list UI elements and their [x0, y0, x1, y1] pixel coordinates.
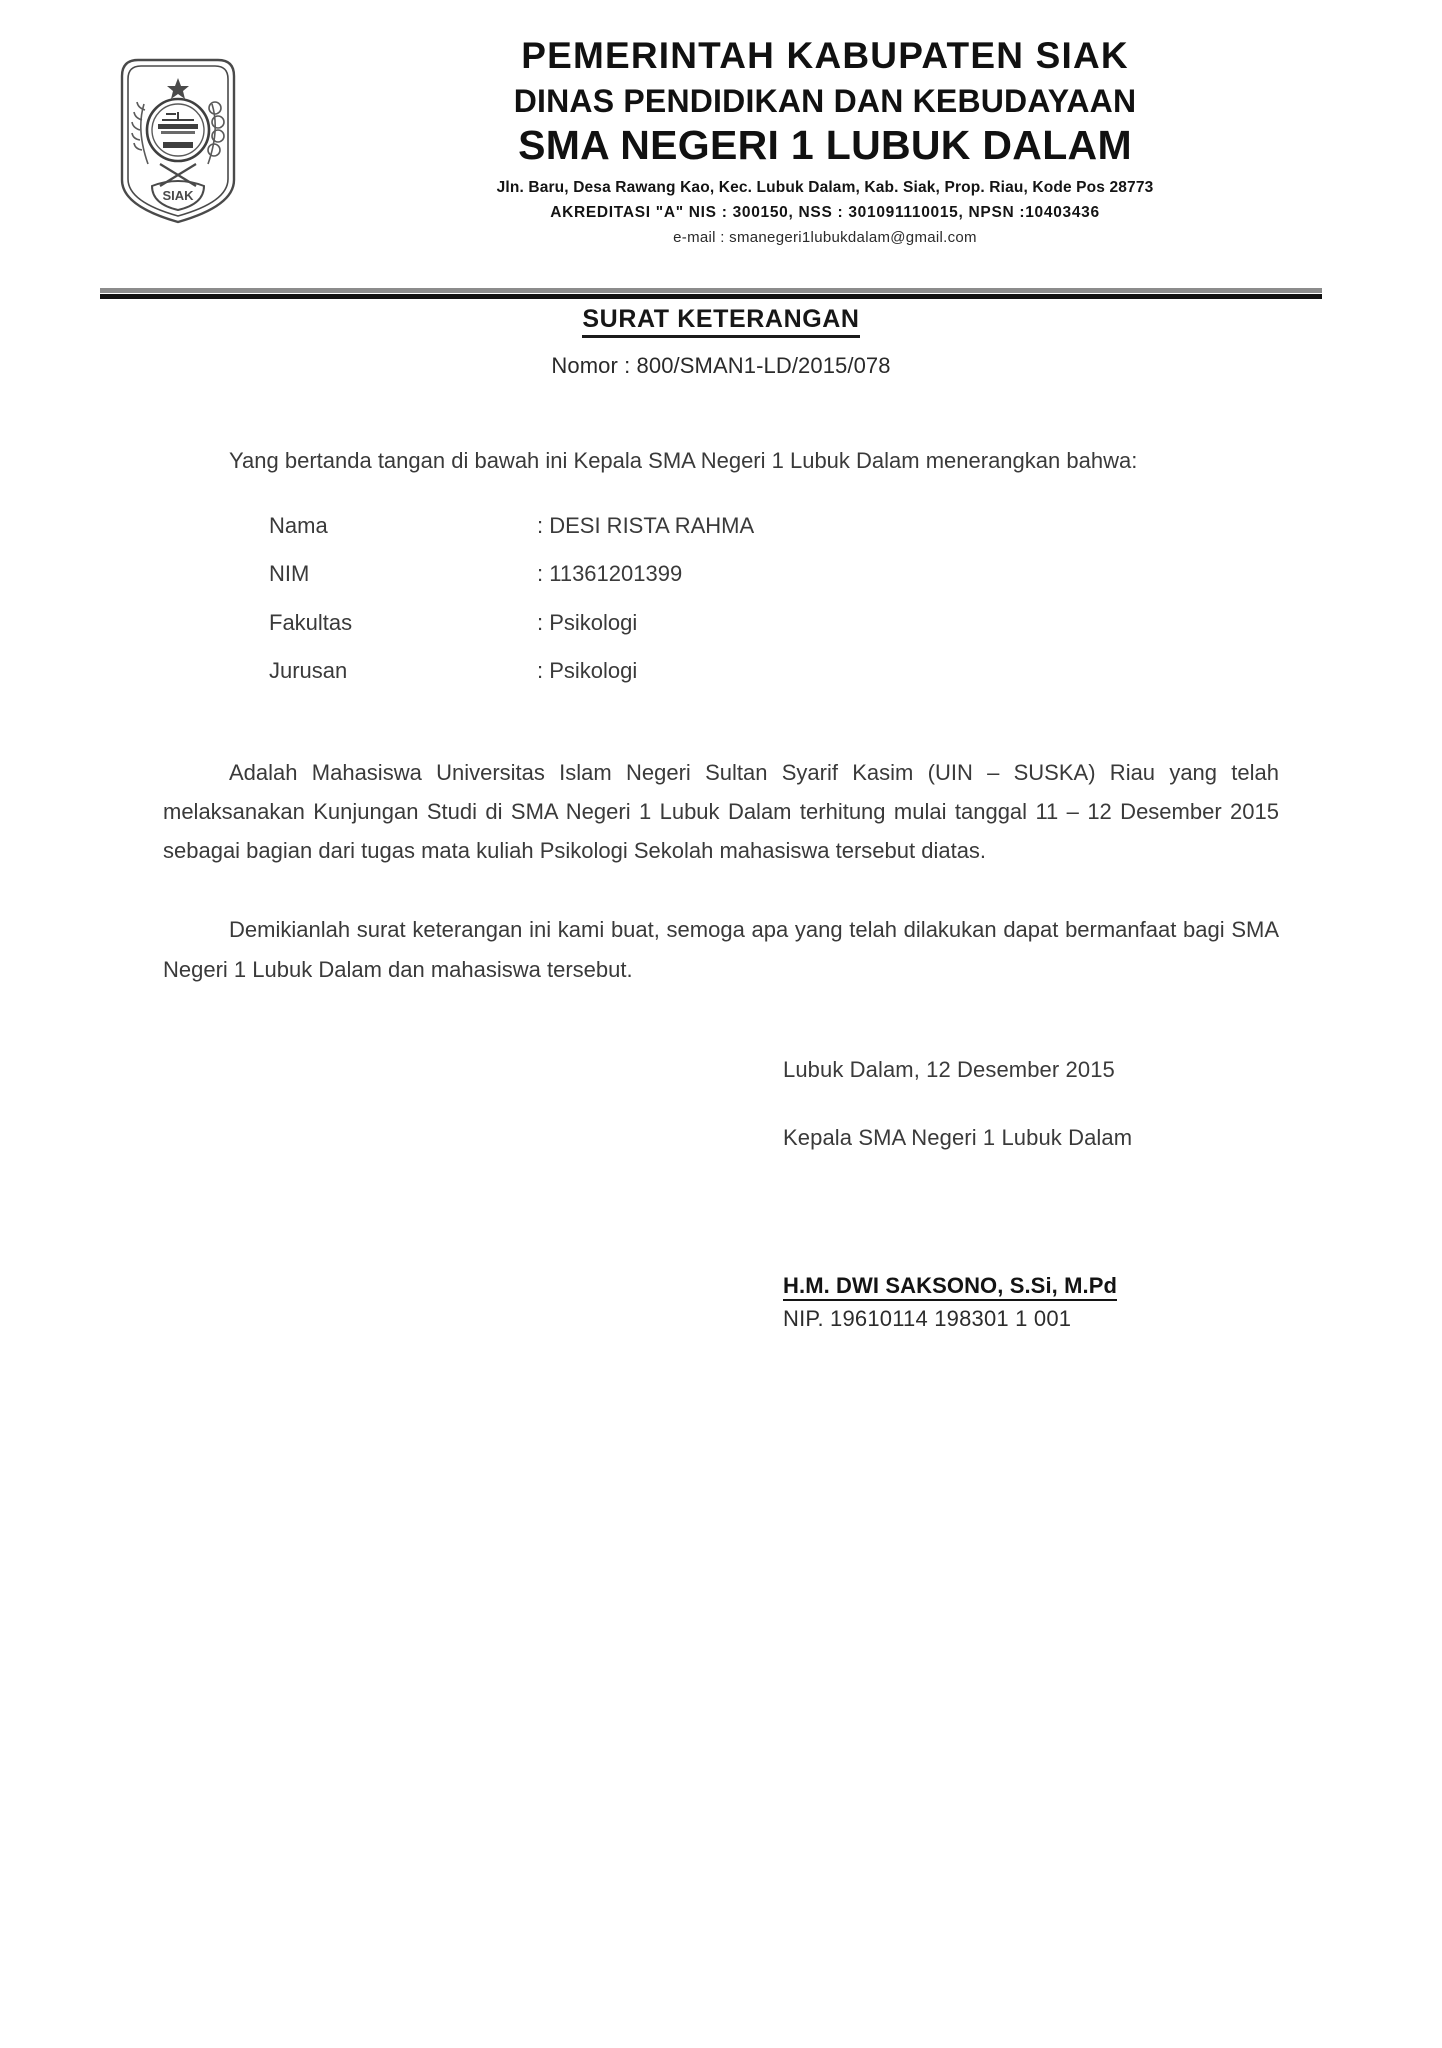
letterhead-line-government: PEMERINTAH KABUPATEN SIAK [521, 35, 1129, 76]
table-row [269, 659, 754, 707]
star-icon [167, 78, 189, 99]
signature-space [783, 1151, 1279, 1273]
row-value-nama: : DESI RISTA RAHMA [537, 513, 755, 539]
closing-paragraph: Demikianlah surat keterangan ini kami buat, semoga apa yang telah dilakukan dapat bermanfaat bagi SMA Negeri 1 Lubuk Dalam dan mahasiswa tersebut. [163, 917, 1279, 982]
letterhead-divider [100, 288, 1322, 298]
page-title: SURAT KETERANGAN [582, 305, 859, 338]
row-label-jurusan: Jurusan [269, 657, 348, 683]
letterhead-accreditation: AKREDITASI "A" NIS : 300150, NSS : 301091110015, NPSN :10403436 [550, 203, 1100, 221]
letter-body [0, 305, 1442, 1332]
document-number: Nomor : 800/SMAN1-LD/2015/078 [551, 353, 891, 378]
row-value-fakultas: : Psikologi [537, 609, 638, 635]
student-data-rows [269, 514, 754, 707]
body-paragraph: Adalah Mahasiswa Universitas Islam Negeri Sultan Syarif Kasim (UIN – SUSKA) Riau yang telah melaksanakan Kunjungan Studi di SMA Negeri 1 Lubuk Dalam terhitung mulai tanggal 11 – 12 Desember 2015 sebagai bagian dari tugas mata kuliah Psikologi Sekolah mahasiswa tersebut diatas. [163, 759, 1279, 864]
row-value-nim: : 11361201399 [537, 561, 683, 587]
table-row [269, 611, 754, 659]
table-row [269, 562, 754, 610]
signature-block [783, 1057, 1279, 1333]
divider-thick-line [100, 294, 1322, 299]
signatory-nip: NIP. 19610114 198301 1 001 [783, 1306, 1072, 1332]
row-label-nama: Nama [269, 513, 328, 539]
signature-place-date: Lubuk Dalam, 12 Desember 2015 [783, 1056, 1115, 1082]
signatory-name: H.M. DWI SAKSONO, S.Si, M.Pd [783, 1273, 1117, 1301]
letterhead-text [268, 34, 1382, 246]
letterhead-address: Jln. Baru, Desa Rawang Kao, Kec. Lubuk Dalam, Kab. Siak, Prop. Riau, Kode Pos 28773 [496, 178, 1154, 196]
letterhead-line-department: DINAS PENDIDIKAN DAN KEBUDAYAAN [513, 82, 1137, 119]
letterhead [0, 0, 1442, 248]
row-value-jurusan: : Psikologi [537, 657, 638, 683]
letterhead-email: e-mail : smanegeri1lubukdalam@gmail.com [673, 228, 977, 246]
intro-paragraph: Yang bertanda tangan di bawah ini Kepala SMA Negeri 1 Lubuk Dalam menerangkan bahwa: [229, 448, 1138, 473]
document-title-block [163, 305, 1279, 379]
signature-position: Kepala SMA Negeri 1 Lubuk Dalam [783, 1125, 1133, 1151]
row-label-nim: NIM [269, 561, 310, 587]
siak-regency-emblem-icon [108, 46, 248, 231]
table-row [269, 514, 754, 562]
letterhead-line-school: SMA NEGERI 1 LUBUK DALAM [518, 122, 1132, 169]
student-data-table [269, 514, 754, 707]
row-label-fakultas: Fakultas [269, 609, 353, 635]
crest-caption: SIAK [162, 188, 194, 203]
